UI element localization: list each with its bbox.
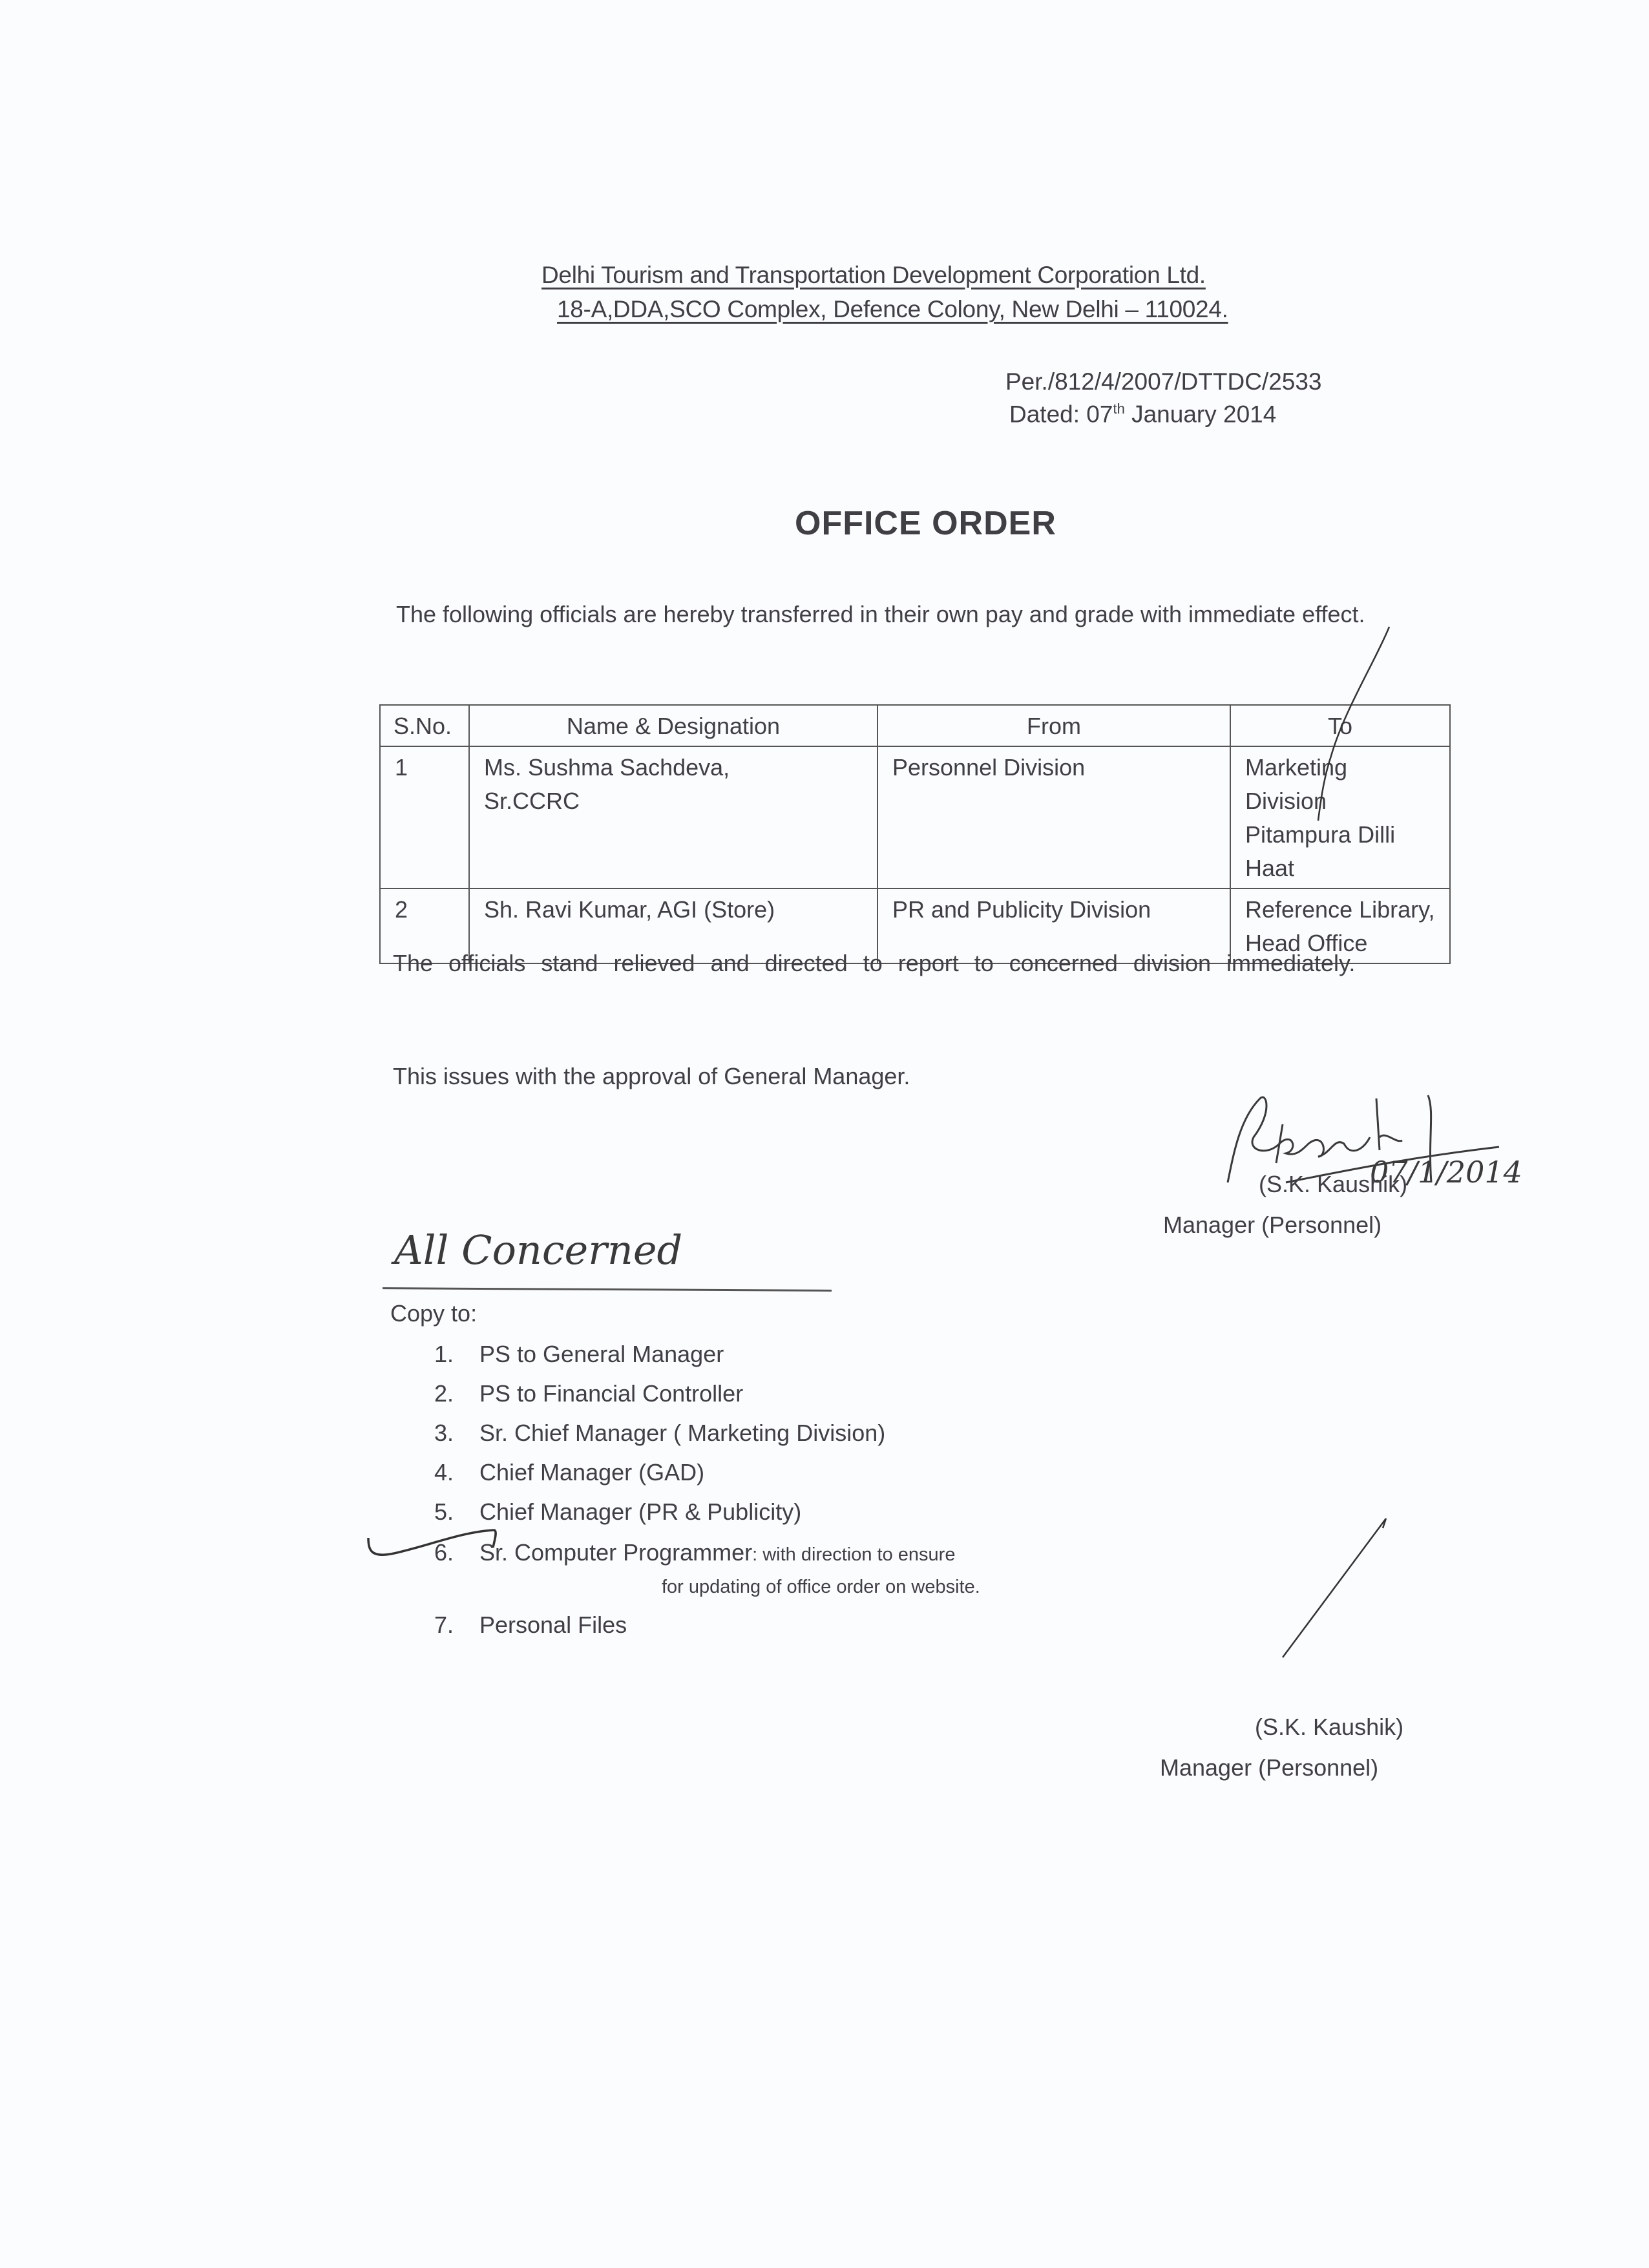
reference-number: Per./812/4/2007/DTTDC/2533 xyxy=(1005,368,1322,395)
handwritten-signature xyxy=(1221,1086,1557,1221)
header-from: From xyxy=(877,705,1230,746)
handwritten-date: 07/1/2014 xyxy=(1370,1155,1522,1190)
organization-name: Delhi Tourism and Transportation Development Corporation Ltd. xyxy=(541,262,1206,288)
copy-list-item xyxy=(434,1612,627,1639)
copy-signatory-designation: Manager (Personnel) xyxy=(1160,1754,1379,1781)
intro-paragraph: The following officials are hereby transferred in their own pay and grade with immediate effect. xyxy=(396,601,1365,627)
table-row xyxy=(380,746,1450,888)
item-text: Chief Manager (PR & Publicity) xyxy=(479,1498,802,1525)
name-line: Ms. Sushma Sachdeva, xyxy=(484,754,730,781)
table-header-row xyxy=(380,705,1450,746)
item-text: Chief Manager (GAD) xyxy=(479,1459,705,1486)
item-number: 2. xyxy=(434,1380,454,1407)
copy-list-item xyxy=(434,1459,704,1486)
item-text: Sr. Computer Programmer xyxy=(479,1539,753,1566)
designation-line: Sr.CCRC xyxy=(484,788,580,814)
date-rest: January 2014 xyxy=(1124,401,1277,428)
pen-stroke-mark xyxy=(1292,620,1422,840)
header-to: To xyxy=(1230,705,1450,746)
copy-list-item xyxy=(434,1341,724,1368)
cell-sno: 1 xyxy=(380,746,469,888)
cell-from: Personnel Division xyxy=(877,746,1230,888)
relieved-paragraph: The officials stand relieved and directed to report to concerned division immediately. xyxy=(393,950,1356,976)
cell-name-designation xyxy=(469,746,877,888)
to-line: Head Office xyxy=(1245,930,1368,956)
organization-address: 18-A,DDA,SCO Complex, Defence Colony, New Delhi – 110024. xyxy=(557,296,1228,322)
to-line: Pitampura Dilli Haat xyxy=(1245,821,1396,881)
copy-list-item xyxy=(434,1420,885,1447)
cell-from: PR and Publicity Division xyxy=(877,888,1230,963)
item-number: 5. xyxy=(434,1498,454,1525)
signatory-designation: Manager (Personnel) xyxy=(1163,1212,1382,1238)
item-number: 3. xyxy=(434,1420,454,1446)
item-number: 7. xyxy=(434,1612,454,1638)
copy-to-label: Copy to: xyxy=(390,1300,478,1327)
item-text: Personal Files xyxy=(479,1612,627,1638)
handwritten-note: All Concerned xyxy=(394,1226,683,1274)
cell-sno: 2 xyxy=(380,888,469,963)
header-sno: S.No. xyxy=(380,705,469,746)
item-number: 4. xyxy=(434,1459,454,1486)
copy-list-item xyxy=(434,1380,743,1407)
copy-list-item xyxy=(434,1498,801,1526)
header-name-designation: Name & Designation xyxy=(469,705,877,746)
item-number: 6. xyxy=(434,1539,454,1566)
signatory-name: (S.K. Kaushik) xyxy=(1259,1171,1408,1197)
copy-signatory-name: (S.K. Kaushik) xyxy=(1255,1714,1404,1740)
to-line: Reference Library, xyxy=(1245,896,1435,923)
to-line: Marketing Division xyxy=(1245,754,1348,814)
item-note: : with direction to ensure xyxy=(752,1544,956,1565)
name-line: Sh. Ravi Kumar, AGI (Store) xyxy=(484,896,775,923)
page-title: OFFICE ORDER xyxy=(795,505,1056,542)
date-ordinal: th xyxy=(1113,401,1125,417)
handwritten-underline xyxy=(383,1287,832,1292)
transfer-table xyxy=(379,704,1451,964)
item-text: Sr. Chief Manager ( Marketing Division) xyxy=(479,1420,886,1446)
check-mark-icon xyxy=(365,1525,533,1577)
item-text: PS to General Manager xyxy=(479,1341,724,1367)
item-text: PS to Financial Controller xyxy=(479,1380,744,1407)
date-prefix: Dated: 07 xyxy=(1009,401,1113,428)
approval-text: This issues with the approval of General Manager. xyxy=(393,1063,910,1089)
reference-date xyxy=(1009,401,1276,428)
signature-stroke xyxy=(1266,1512,1396,1661)
item-number: 1. xyxy=(434,1341,454,1367)
copy-list-item-note: for updating of office order on website. xyxy=(662,1577,980,1597)
